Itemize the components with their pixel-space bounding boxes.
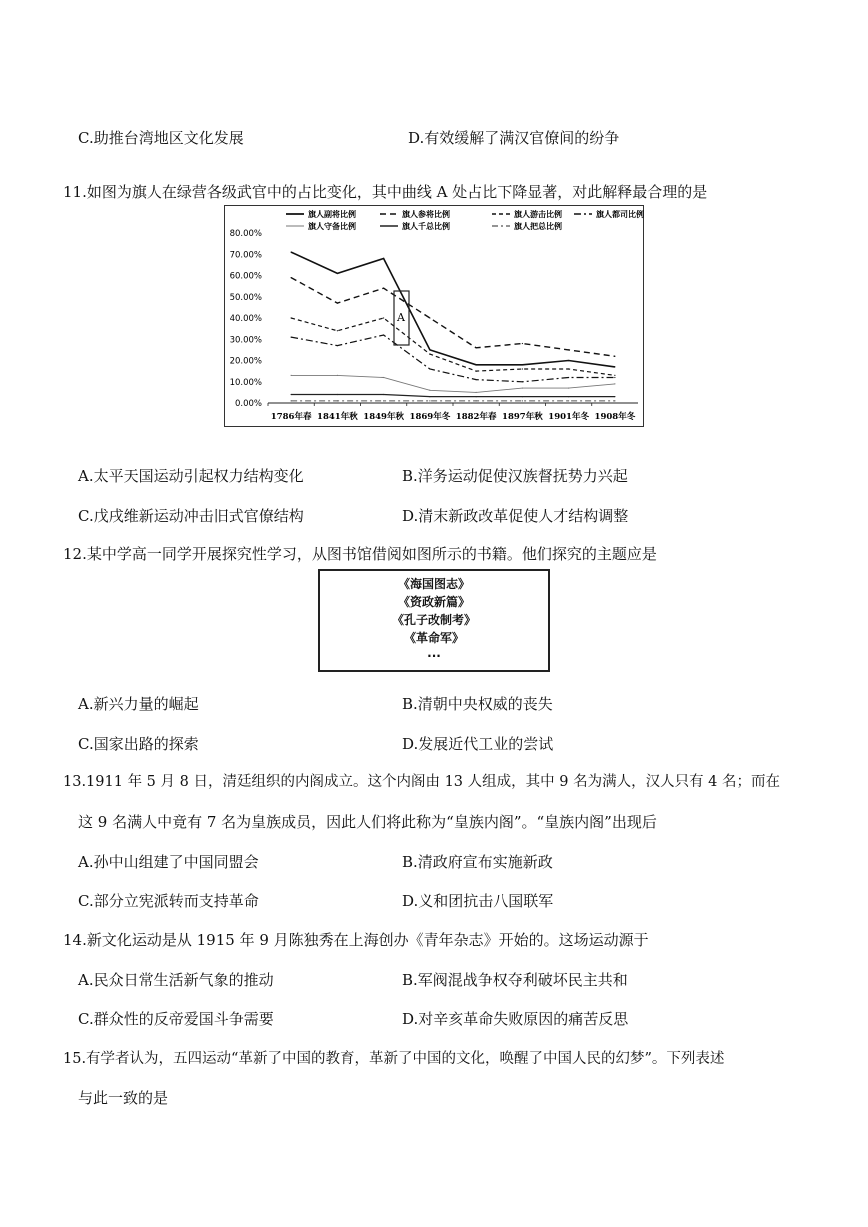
data-point xyxy=(522,364,523,365)
q13-stem-line1: 13.1911 年 5 月 8 日，清廷组织的内阁成立。这个内阁由 13 人组成，其中 9 名为满人，汉人只有 4 名；而在 xyxy=(63,774,781,790)
data-point xyxy=(568,400,569,401)
data-point xyxy=(337,345,338,346)
data-point xyxy=(383,288,384,289)
data-point xyxy=(291,394,292,395)
data-point xyxy=(476,371,477,372)
q14-option-d: D.对辛亥革命失败原因的痛苦反思 xyxy=(402,1010,629,1028)
data-point xyxy=(476,392,477,393)
x-tick-label: 1908年冬 xyxy=(594,412,636,422)
q11-option-a: A.太平天国运动引起权力结构变化 xyxy=(78,467,304,485)
data-point xyxy=(614,383,615,384)
q15-stem-line1: 15.有学者认为，五四运动“革新了中国的教育，革新了中国的文化，唤醒了中国人民的幻梦”。下列表述 xyxy=(63,1051,725,1067)
q13-stem-line2: 这 9 名满人中竟有 7 名为皇族成员，因此人们将此称为“皇族内阁”。“皇族内阁”出现后 xyxy=(78,813,657,831)
data-point xyxy=(476,379,477,380)
x-tick-label: 1869年冬 xyxy=(409,412,451,422)
book-item: 《资政新篇》 xyxy=(397,595,470,609)
data-point xyxy=(614,400,615,401)
data-point xyxy=(429,368,430,369)
y-tick-label: 60.00% xyxy=(229,271,262,282)
q12-option-d: D.发展近代工业的尝试 xyxy=(402,735,554,753)
data-point xyxy=(291,375,292,376)
q14-option-c: C.群众性的反帝爱国斗争需要 xyxy=(78,1010,274,1028)
data-point xyxy=(291,277,292,278)
data-point xyxy=(429,349,430,350)
q11-line-chart xyxy=(224,205,644,427)
data-point xyxy=(476,400,477,401)
y-tick-label: 0.00% xyxy=(234,399,262,409)
q13-option-d: D.义和团抗击八国联军 xyxy=(402,892,554,910)
data-point xyxy=(291,337,292,338)
data-point xyxy=(429,390,430,391)
data-point xyxy=(522,368,523,369)
chart-frame xyxy=(225,206,644,427)
book-ellipsis: ··· xyxy=(427,649,441,663)
data-point xyxy=(337,273,338,274)
legend-label: 旗人守备比例 xyxy=(308,222,356,231)
data-point xyxy=(614,377,615,378)
x-tick-label: 1901年冬 xyxy=(548,412,589,422)
y-tick-label: 10.00% xyxy=(229,377,262,388)
book-item: 《海国图志》 xyxy=(397,577,470,591)
legend-label: 旗人游击比例 xyxy=(514,210,562,219)
q12-option-b: B.清朝中央权威的丧失 xyxy=(402,695,553,713)
q10-option-d: D.有效缓解了满汉官僚间的纷争 xyxy=(408,129,620,147)
data-point xyxy=(337,375,338,376)
data-point xyxy=(337,400,338,401)
legend-label: 旗人千总比例 xyxy=(402,222,450,231)
data-point xyxy=(568,396,569,397)
data-point xyxy=(568,368,569,369)
q12-option-a: A.新兴力量的崛起 xyxy=(78,695,199,713)
book-list-box xyxy=(318,569,550,672)
data-point xyxy=(383,400,384,401)
x-tick-label: 1897年秋 xyxy=(502,412,543,422)
book-item: 《革命军》 xyxy=(403,631,464,645)
y-tick-label: 40.00% xyxy=(229,314,262,324)
data-point xyxy=(476,396,477,397)
data-point xyxy=(383,317,384,318)
data-point xyxy=(522,381,523,382)
data-point xyxy=(614,375,615,376)
data-point xyxy=(568,360,569,361)
x-tick-label: 1841年秋 xyxy=(317,412,358,422)
legend-label: 旗人副将比例 xyxy=(308,210,356,219)
data-point xyxy=(383,258,384,259)
q13-option-a: A.孙中山组建了中国同盟会 xyxy=(78,853,259,871)
y-tick-label: 30.00% xyxy=(229,335,262,346)
q15-stem-line2: 与此一致的是 xyxy=(78,1089,169,1107)
data-point xyxy=(476,364,477,365)
q12-option-c: C.国家出路的探索 xyxy=(78,735,199,753)
data-point xyxy=(337,394,338,395)
data-point xyxy=(383,377,384,378)
annotation-label-a: A xyxy=(397,311,405,324)
data-point xyxy=(522,396,523,397)
y-tick-label: 80.00% xyxy=(229,229,262,239)
q10-option-c: C.助推台湾地区文化发展 xyxy=(78,129,244,147)
q14-option-b: B.军阀混战争权夺利破坏民主共和 xyxy=(402,971,628,989)
data-point xyxy=(429,400,430,401)
data-point xyxy=(291,317,292,318)
q11-stem: 11.如图为旗人在绿营各级武官中的占比变化，其中曲线 A 处占比下降显著，对此解释最合理的是 xyxy=(63,183,708,201)
q14-stem: 14.新文化运动是从 1915 年 9 月陈独秀在上海创办《青年杂志》开始的。这场运动源于 xyxy=(63,931,649,949)
data-point xyxy=(522,343,523,344)
data-point xyxy=(291,252,292,253)
data-point xyxy=(337,330,338,331)
data-point xyxy=(614,396,615,397)
y-tick-label: 50.00% xyxy=(229,292,262,303)
data-point xyxy=(383,394,384,395)
chart-svg xyxy=(224,205,644,427)
legend-label: 旗人参将比例 xyxy=(402,210,450,219)
y-tick-label: 70.00% xyxy=(229,250,262,261)
data-point xyxy=(429,317,430,318)
data-point xyxy=(429,354,430,355)
data-point xyxy=(291,400,292,401)
q14-option-a: A.民众日常生活新气象的推动 xyxy=(78,971,274,989)
data-point xyxy=(522,388,523,389)
data-point xyxy=(614,356,615,357)
x-tick-label: 1786年春 xyxy=(270,412,312,422)
y-tick-label: 20.00% xyxy=(229,356,262,367)
data-point xyxy=(614,366,615,367)
data-point xyxy=(568,388,569,389)
data-point xyxy=(337,303,338,304)
data-point xyxy=(383,334,384,335)
x-tick-label: 1882年春 xyxy=(455,412,497,422)
y-axis-ticks xyxy=(230,229,262,409)
data-point xyxy=(568,349,569,350)
q13-option-b: B.清政府宣布实施新政 xyxy=(402,853,553,871)
q11-option-b: B.洋务运动促使汉族督抚势力兴起 xyxy=(402,467,628,485)
legend-label: 旗人都司比例 xyxy=(596,210,644,219)
data-point xyxy=(568,377,569,378)
data-point xyxy=(476,347,477,348)
q13-option-c: C.部分立宪派转而支持革命 xyxy=(78,892,259,910)
x-tick-label: 1849年秋 xyxy=(363,412,404,422)
q11-option-d: D.清末新政改革促使人才结构调整 xyxy=(402,507,629,525)
data-point xyxy=(429,396,430,397)
data-point xyxy=(522,400,523,401)
legend-label: 旗人把总比例 xyxy=(514,222,562,231)
q11-option-c: C.戊戌维新运动冲击旧式官僚结构 xyxy=(78,507,304,525)
book-item: 《孔子改制考》 xyxy=(391,613,476,627)
q12-stem: 12.某中学高一同学开展探究性学习，从图书馆借阅如图所示的书籍。他们探究的主题应是 xyxy=(63,545,657,563)
